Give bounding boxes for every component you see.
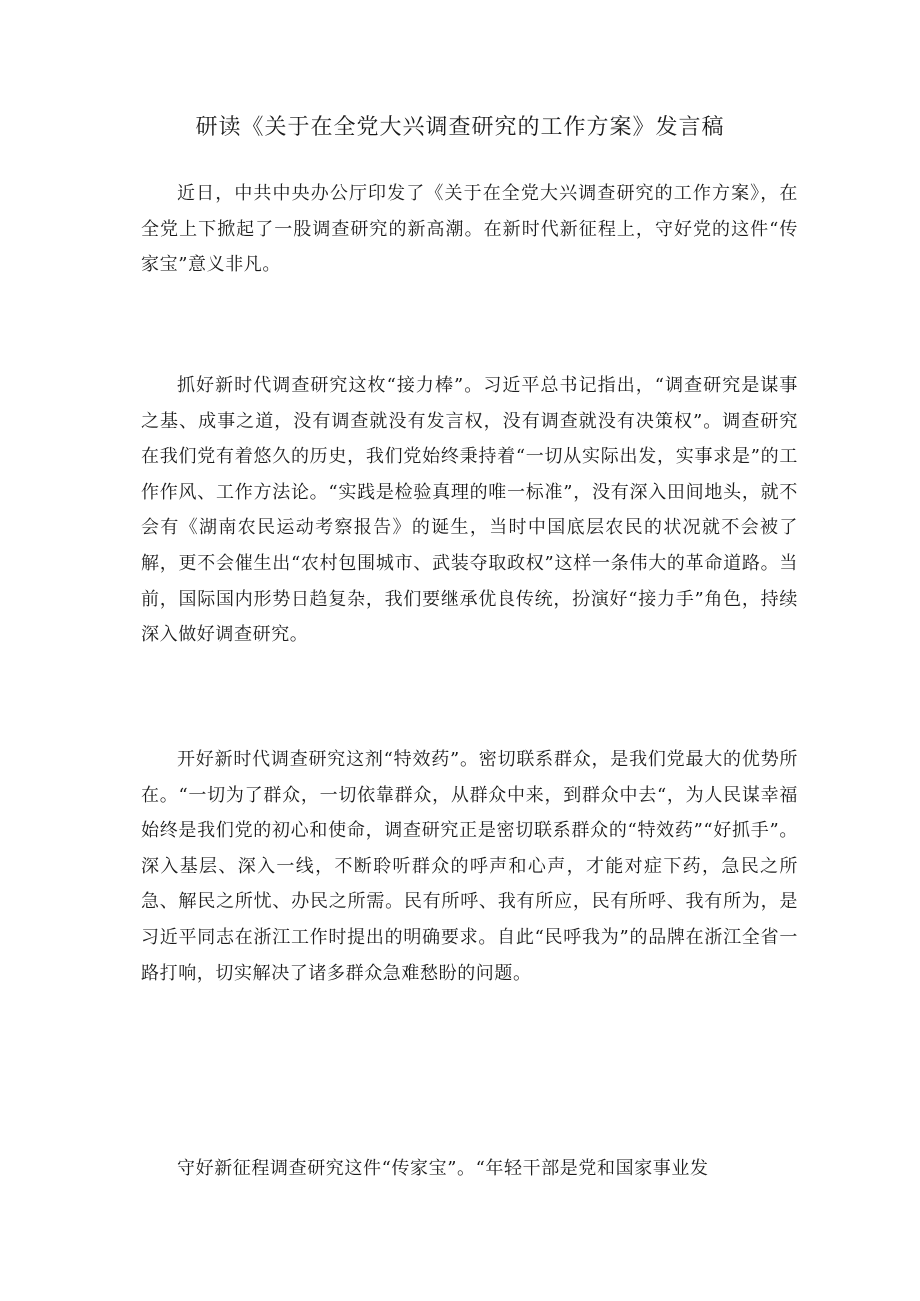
- paragraph-special-remedy: 开好新时代调查研究这剂“特效药”。密切联系群众，是我们党最大的优势所在。“一切为了群众，一切依靠群众，从群众中来，到群众中去“，为人民谋幸福始终是我们党的初心和使命，调查研究正是密切联系群众的“特效药”“好抓手”。深入基层、深入一线，不断聆听群众的呼声和心声，才能对症下药，急民之所急、解民之所忧、办民之所需。民有所呼、我有所应，民有所呼、我有所为，是习近平同志在浙江工作时提出的明确要求。自此“民呼我为”的品牌在浙江全省一路打响，切实解决了诸多群众急难愁盼的问题。: [141, 749, 798, 984]
- document-title: 研读《关于在全党大兴调查研究的工作方案》发言稿: [195, 115, 725, 140]
- paragraph-heirloom: 守好新征程调查研究这件“传家宝”。“年轻干部是党和国家事业发: [177, 1158, 709, 1179]
- paragraph-intro: 近日，中共中央办公厅印发了《关于在全党大兴调查研究的工作方案》，在全党上下掀起了一股调查研究的新高潮。在新时代新征程上，守好党的这件“传家宝”意义非凡。: [141, 183, 798, 276]
- paragraph-relay-baton: 抓好新时代调查研究这枚“接力棒”。习近平总书记指出，“调查研究是谋事之基、成事之道，没有调查就没有发言权，没有调查就没有决策权”。调查研究在我们党有着悠久的历史，我们党始终秉持着“一切从实际出发，实事求是”的工作作风、工作方法论。“实践是检验真理的唯一标准”，没有深入田间地头，就不会有《湖南农民运动考察报告》的诞生，当时中国底层农民的状况就不会被了解，更不会催生出“农村包围城市、武装夺取政权”这样一条伟大的革命道路。当前，国际国内形势日趋复杂，我们要继承优良传统，扮演好“接力手”角色，持续深入做好调查研究。: [141, 375, 798, 646]
